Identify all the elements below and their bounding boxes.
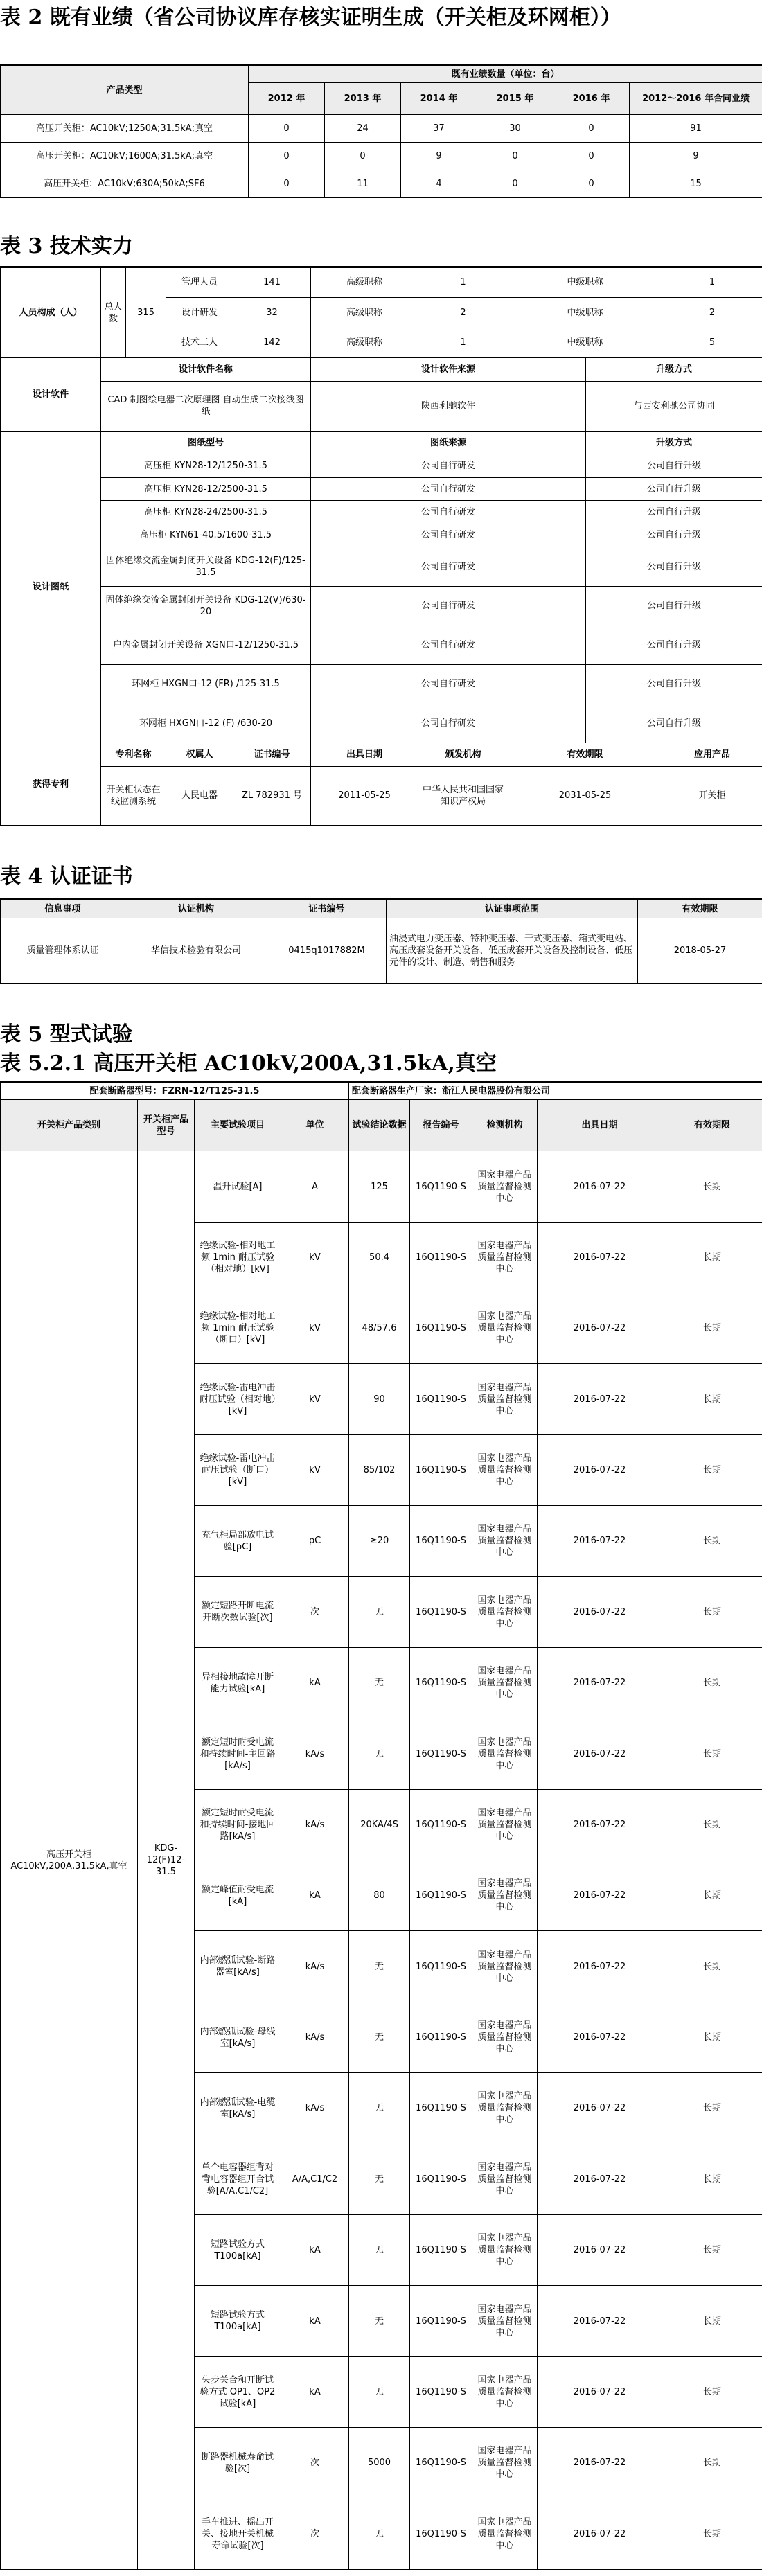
validity: 长期 (662, 1506, 762, 1576)
table2-year-header: 2013 年 (325, 83, 401, 115)
test-org: 国家电器产品质量监督检测中心 (472, 1860, 538, 1931)
table5-header: 报告编号 (410, 1100, 472, 1151)
report-number: 16Q1190-S (410, 1576, 472, 1647)
validity: 长期 (662, 2286, 762, 2356)
report-number: 16Q1190-S (410, 2286, 472, 2356)
drawing-source: 公司自行研发 (311, 454, 586, 477)
drawing-upgrade: 公司自行升级 (586, 625, 762, 665)
report-number: 16Q1190-S (410, 2144, 472, 2214)
issue-date: 2016-07-22 (538, 2214, 662, 2285)
staff-mid: 中级职称 (508, 328, 662, 358)
table4 (0, 898, 762, 984)
report-number: 16Q1190-S (410, 1222, 472, 1293)
validity: 长期 (662, 2144, 762, 2214)
drawing-source: 公司自行研发 (311, 665, 586, 704)
validity: 长期 (662, 1718, 762, 1789)
test-data: 无 (349, 1576, 410, 1647)
table4-header: 认证事项范围 (387, 899, 638, 918)
test-org: 国家电器产品质量监督检测中心 (472, 1718, 538, 1789)
test-org: 国家电器产品质量监督检测中心 (472, 1789, 538, 1860)
table2-cell: 0 (477, 170, 553, 198)
test-org: 国家电器产品质量监督检测中心 (472, 2356, 538, 2427)
table-row (1, 143, 762, 170)
test-org: 国家电器产品质量监督检测中心 (472, 2428, 538, 2498)
drawing-model: 环网柜 HXGN口-12 (F) /630-20 (101, 704, 311, 743)
table5-header: 单位 (281, 1100, 349, 1151)
drawing-model: 固体绝缘交流金属封闭开关设备 KDG-12(V)/630-20 (101, 586, 311, 625)
test-item: 内部燃弧试验-电缆室[kA/s] (195, 2073, 281, 2144)
table-row (1, 431, 762, 454)
drawing-model: 高压柜 KYN28-24/2500-31.5 (101, 501, 311, 524)
breaker-model: 配套断路器型号：FZRN-12/T125-31.5 (1, 1082, 349, 1100)
test-org: 国家电器产品质量监督检测中心 (472, 1151, 538, 1222)
test-unit: pC (281, 1506, 349, 1576)
test-unit: kV (281, 1222, 349, 1293)
table-row (1, 586, 762, 625)
test-data: 无 (349, 2498, 410, 2570)
test-unit: A/A,C1/C2 (281, 2144, 349, 2214)
test-unit: kA/s (281, 2002, 349, 2072)
table-row (1, 381, 762, 431)
test-data: 无 (349, 2002, 410, 2072)
table2-cell: 9 (630, 143, 762, 170)
staff-role: 技术工人 (166, 328, 233, 358)
drawing-source: 公司自行研发 (311, 501, 586, 524)
test-unit: A (281, 1151, 349, 1222)
test-org: 国家电器产品质量监督检测中心 (472, 1222, 538, 1293)
patent-product: 开关柜 (662, 766, 762, 825)
issue-date: 2016-07-22 (538, 1931, 662, 2002)
test-org: 国家电器产品质量监督检测中心 (472, 1506, 538, 1576)
validity: 长期 (662, 2214, 762, 2285)
table-row (1, 358, 762, 381)
patent-header: 证书编号 (233, 743, 311, 766)
drawing-upgrade: 公司自行升级 (586, 501, 762, 524)
test-unit: kA (281, 2356, 349, 2427)
drawings-label: 设计图纸 (1, 431, 101, 743)
test-data: 5000 (349, 2428, 410, 2498)
cert-number: 0415q1017882M (267, 918, 387, 984)
software-upgrade: 与西安利驰公司协同 (586, 381, 762, 431)
test-unit: kV (281, 1364, 349, 1434)
table2-year-header: 2015 年 (477, 83, 553, 115)
table-row (1, 454, 762, 477)
table-row (1, 1151, 762, 1222)
table2-cell: 0 (553, 143, 630, 170)
test-data: 48/57.6 (349, 1293, 410, 1364)
test-org: 国家电器产品质量监督检测中心 (472, 2214, 538, 2285)
staff-mid-count: 1 (662, 267, 762, 298)
cert-scope: 油浸式电力变压器、特种变压器、干式变压器、箱式变电站、高压成套设备开关设备、低压成套开关设备及控制设备、低压元件的设计、制造、销售和服务 (387, 918, 638, 984)
report-number: 16Q1190-S (410, 1860, 472, 1931)
validity: 长期 (662, 1293, 762, 1364)
drawing-upgrade: 公司自行升级 (586, 586, 762, 625)
staff-mid-count: 2 (662, 297, 762, 328)
table2-cell: 91 (630, 115, 762, 143)
patent-header: 有效期限 (508, 743, 662, 766)
table-row (1, 267, 762, 298)
patent-header: 颁发机构 (418, 743, 508, 766)
staff-senior-count: 1 (418, 267, 508, 298)
issue-date: 2016-07-22 (538, 2144, 662, 2214)
issue-date: 2016-07-22 (538, 1364, 662, 1434)
drawing-source: 公司自行研发 (311, 704, 586, 743)
staff-senior: 高级职称 (311, 328, 418, 358)
test-org: 国家电器产品质量监督检测中心 (472, 1434, 538, 1505)
test-data: 50.4 (349, 1222, 410, 1293)
test-item: 短路试验方式 T100a[kA] (195, 2286, 281, 2356)
drawing-model: 高压柜 KYN28-12/2500-31.5 (101, 477, 311, 500)
cert-item: 质量管理体系认证 (1, 918, 125, 984)
table2-cell: 0 (553, 170, 630, 198)
report-number: 16Q1190-S (410, 1364, 472, 1434)
table5-header: 检测机构 (472, 1100, 538, 1151)
drawing-upgrade: 公司自行升级 (586, 547, 762, 587)
test-org: 国家电器产品质量监督检测中心 (472, 2002, 538, 2072)
drawing-upgrade: 公司自行升级 (586, 665, 762, 704)
table5-header: 有效期限 (662, 1100, 762, 1151)
test-unit: kA (281, 1860, 349, 1931)
table2-product: 高压开关柜：AC10kV;1600A;31.5kA;真空 (1, 143, 249, 170)
issue-date: 2016-07-22 (538, 1434, 662, 1505)
staff-count: 32 (233, 297, 311, 328)
test-unit: kA/s (281, 1931, 349, 2002)
staff-mid: 中级职称 (508, 267, 662, 298)
test-unit: kV (281, 1434, 349, 1505)
table4-header: 信息事项 (1, 899, 125, 918)
issue-date: 2016-07-22 (538, 2073, 662, 2144)
drawing-upgrade: 公司自行升级 (586, 477, 762, 500)
table2-cell: 4 (401, 170, 477, 198)
table-row (1, 115, 762, 143)
table4-header: 有效期限 (638, 899, 762, 918)
staff-role: 设计研发 (166, 297, 233, 328)
drawing-source: 公司自行研发 (311, 477, 586, 500)
table2-title: 表 2 既有业绩（省公司协议库存核实证明生成（开关柜及环网柜）） (0, 6, 621, 30)
test-item: 额定短时耐受电流和持续时间-主回路[kA/s] (195, 1718, 281, 1789)
test-data: 125 (349, 1151, 410, 1222)
drawing-upgrade: 公司自行升级 (586, 454, 762, 477)
drawing-source: 公司自行研发 (311, 586, 586, 625)
patent-cert: ZL 782931 号 (233, 766, 311, 825)
validity: 长期 (662, 1151, 762, 1222)
table2-product: 高压开关柜：AC10kV;1250A;31.5kA;真空 (1, 115, 249, 143)
test-item: 内部燃弧试验-断路器室[kA/s] (195, 1931, 281, 2002)
drawing-upgrade: 公司自行升级 (586, 704, 762, 743)
drawing-model: 环网柜 HXGN口-12 (FR) /125-31.5 (101, 665, 311, 704)
table3 (0, 266, 762, 826)
test-data: ≥20 (349, 1506, 410, 1576)
issue-date: 2016-07-22 (538, 2428, 662, 2498)
table2-cell: 30 (477, 115, 553, 143)
drawing-model: 高压柜 KYN28-12/1250-31.5 (101, 454, 311, 477)
cert-validity: 2018-05-27 (638, 918, 762, 984)
test-org: 国家电器产品质量监督检测中心 (472, 1576, 538, 1647)
table4-title: 表 4 认证证书 (0, 864, 133, 889)
test-unit: 次 (281, 2498, 349, 2570)
software-name: CAD 制图绘电器二次原理图 自动生成二次接线图纸 (101, 381, 311, 431)
table2-col-group: 既有业绩数量（单位：台） (249, 65, 762, 83)
patent-date: 2011-05-25 (311, 766, 418, 825)
patent-header: 出具日期 (311, 743, 418, 766)
table2-year-header: 2016 年 (553, 83, 630, 115)
patent-header: 应用产品 (662, 743, 762, 766)
issue-date: 2016-07-22 (538, 1860, 662, 1931)
test-unit: 次 (281, 1576, 349, 1647)
breaker-maker: 配套断路器生产厂家：浙江人民电器股份有限公司 (349, 1082, 762, 1100)
table2-cell: 0 (249, 170, 325, 198)
test-unit: 次 (281, 2428, 349, 2498)
table-row (1, 170, 762, 198)
staff-count: 142 (233, 328, 311, 358)
report-number: 16Q1190-S (410, 2498, 472, 2570)
drawing-model: 户内金属封闭开关设备 XGN口-12/1250-31.5 (101, 625, 311, 665)
table5-title: 表 5 型式试验 (0, 1022, 133, 1047)
test-item: 短路试验方式 T100a[kA] (195, 2214, 281, 2285)
test-item: 绝缘试验-相对地工频 1min 耐压试验（相对地）[kV] (195, 1222, 281, 1293)
test-unit: kA/s (281, 1789, 349, 1860)
table2-cell: 0 (553, 115, 630, 143)
software-header: 设计软件来源 (311, 358, 586, 381)
validity: 长期 (662, 2073, 762, 2144)
test-data: 85/102 (349, 1434, 410, 1505)
report-number: 16Q1190-S (410, 2002, 472, 2072)
issue-date: 2016-07-22 (538, 1789, 662, 1860)
validity: 长期 (662, 1931, 762, 2002)
test-item: 手车推进、摇出开关、接地开关机械寿命试验[次] (195, 2498, 281, 2570)
drawing-source: 公司自行研发 (311, 547, 586, 587)
test-data: 无 (349, 2073, 410, 2144)
staff-senior-count: 1 (418, 328, 508, 358)
issue-date: 2016-07-22 (538, 2356, 662, 2427)
staff-senior-count: 2 (418, 297, 508, 328)
validity: 长期 (662, 1860, 762, 1931)
total-label: 总人数 (101, 267, 126, 358)
table-row (1, 766, 762, 825)
issue-date: 2016-07-22 (538, 1222, 662, 1293)
test-data: 无 (349, 2144, 410, 2214)
report-number: 16Q1190-S (410, 1789, 472, 1860)
issue-date: 2016-07-22 (538, 1718, 662, 1789)
test-data: 无 (349, 2286, 410, 2356)
table2-cell: 0 (249, 143, 325, 170)
test-unit: kA/s (281, 2073, 349, 2144)
table5-header: 出具日期 (538, 1100, 662, 1151)
test-item: 绝缘试验-雷电冲击耐压试验（断口）[kV] (195, 1434, 281, 1505)
table2-cell: 11 (325, 170, 401, 198)
test-item: 内部燃弧试验-母线室[kA/s] (195, 2002, 281, 2072)
patent-header: 权属人 (166, 743, 233, 766)
report-number: 16Q1190-S (410, 1931, 472, 2002)
issue-date: 2016-07-22 (538, 1647, 662, 1718)
table5-header: 开关柜产品类别 (1, 1100, 138, 1151)
staff-mid: 中级职称 (508, 297, 662, 328)
test-unit: kA (281, 2214, 349, 2285)
test-item: 异相接地故障开断能力试验[kA] (195, 1647, 281, 1718)
test-item: 断路器机械寿命试验[次] (195, 2428, 281, 2498)
table5-header: 开关柜产品型号 (138, 1100, 195, 1151)
table2-year-header: 2012～2016 年合同业绩 (630, 83, 762, 115)
patent-label: 获得专利 (1, 743, 101, 826)
drawing-source: 公司自行研发 (311, 524, 586, 547)
table2 (0, 64, 762, 198)
table2-year-header: 2012 年 (249, 83, 325, 115)
drawing-upgrade: 公司自行升级 (586, 524, 762, 547)
table-row (1, 625, 762, 665)
table2-col-product: 产品类型 (1, 65, 249, 115)
table-row (1, 918, 762, 984)
staff-count: 141 (233, 267, 311, 298)
test-data: 无 (349, 2214, 410, 2285)
report-number: 16Q1190-S (410, 2428, 472, 2498)
validity: 长期 (662, 2498, 762, 2570)
drawing-model: 固体绝缘交流金属封闭开关设备 KDG-12(F)/125-31.5 (101, 547, 311, 587)
test-org: 国家电器产品质量监督检测中心 (472, 1293, 538, 1364)
staff-role: 管理人员 (166, 267, 233, 298)
cert-org: 华信技术检验有限公司 (125, 918, 267, 984)
test-org: 国家电器产品质量监督检测中心 (472, 2144, 538, 2214)
issue-date: 2016-07-22 (538, 2498, 662, 2570)
staff-mid-count: 5 (662, 328, 762, 358)
patent-validity: 2031-05-25 (508, 766, 662, 825)
test-unit: kV (281, 1293, 349, 1364)
table5 (0, 1081, 762, 2570)
validity: 长期 (662, 1647, 762, 1718)
table-row (1, 743, 762, 766)
patent-owner: 人民电器 (166, 766, 233, 825)
test-org: 国家电器产品质量监督检测中心 (472, 1364, 538, 1434)
software-source: 陕西利驰软件 (311, 381, 586, 431)
test-data: 90 (349, 1364, 410, 1434)
test-org: 国家电器产品质量监督检测中心 (472, 1931, 538, 2002)
table2-cell: 0 (325, 143, 401, 170)
table3-title: 表 3 技术实力 (0, 234, 133, 258)
patent-name: 开关柜状态在线监测系统 (101, 766, 166, 825)
table4-header: 认证机构 (125, 899, 267, 918)
table-row (1, 501, 762, 524)
test-item: 额定短路开断电流开断次数试验[次] (195, 1576, 281, 1647)
staff-senior: 高级职称 (311, 297, 418, 328)
staff-senior: 高级职称 (311, 267, 418, 298)
table4-header: 证书编号 (267, 899, 387, 918)
test-unit: kA (281, 2286, 349, 2356)
test-item: 额定峰值耐受电流[kA] (195, 1860, 281, 1931)
software-label: 设计软件 (1, 358, 101, 432)
validity: 长期 (662, 1434, 762, 1505)
report-number: 16Q1190-S (410, 1647, 472, 1718)
table-row (1, 547, 762, 587)
test-org: 国家电器产品质量监督检测中心 (472, 2498, 538, 2570)
table2-year-header: 2014 年 (401, 83, 477, 115)
table2-product: 高压开关柜：AC10kV;630A;50kA;SF6 (1, 170, 249, 198)
test-data: 无 (349, 2356, 410, 2427)
validity: 长期 (662, 1576, 762, 1647)
validity: 长期 (662, 2356, 762, 2427)
report-number: 16Q1190-S (410, 1506, 472, 1576)
validity: 长期 (662, 1789, 762, 1860)
table5-header: 主要试验项目 (195, 1100, 281, 1151)
test-data: 无 (349, 1931, 410, 2002)
patent-header: 专利名称 (101, 743, 166, 766)
drawings-header: 图纸来源 (311, 431, 586, 454)
issue-date: 2016-07-22 (538, 1576, 662, 1647)
issue-date: 2016-07-22 (538, 1293, 662, 1364)
test-item: 绝缘试验-相对地工频 1min 耐压试验（断口）[kV] (195, 1293, 281, 1364)
test-data: 无 (349, 1718, 410, 1789)
table-row (1, 524, 762, 547)
drawings-header: 图纸型号 (101, 431, 311, 454)
drawings-header: 升级方式 (586, 431, 762, 454)
table2-cell: 15 (630, 170, 762, 198)
issue-date: 2016-07-22 (538, 1151, 662, 1222)
test-item: 额定短时耐受电流和持续时间-接地回路[kA/s] (195, 1789, 281, 1860)
test-item: 绝缘试验-雷电冲击耐压试验（相对地）[kV] (195, 1364, 281, 1434)
table2-cell: 37 (401, 115, 477, 143)
table2-cell: 0 (477, 143, 553, 170)
validity: 长期 (662, 2428, 762, 2498)
software-header: 升级方式 (586, 358, 762, 381)
product-category: 高压开关柜 AC10kV,200A,31.5kA,真空 (1, 1151, 138, 2570)
test-item: 充气柜局部放电试验[pC] (195, 1506, 281, 1576)
report-number: 16Q1190-S (410, 2214, 472, 2285)
table-row (1, 704, 762, 743)
test-item: 失步关合和开断试验方式 OP1、OP2 试验[kA] (195, 2356, 281, 2427)
total-staff: 315 (126, 267, 166, 358)
table5-header: 试验结论数据 (349, 1100, 410, 1151)
table-row (1, 665, 762, 704)
product-model: KDG-12(F)12-31.5 (138, 1151, 195, 2570)
table2-cell: 24 (325, 115, 401, 143)
test-org: 国家电器产品质量监督检测中心 (472, 2073, 538, 2144)
drawing-source: 公司自行研发 (311, 625, 586, 665)
issue-date: 2016-07-22 (538, 2002, 662, 2072)
report-number: 16Q1190-S (410, 1434, 472, 1505)
drawing-model: 高压柜 KYN61-40.5/1600-31.5 (101, 524, 311, 547)
test-unit: kA (281, 1647, 349, 1718)
validity: 长期 (662, 1222, 762, 1293)
test-data: 20KA/4S (349, 1789, 410, 1860)
table2-cell: 0 (249, 115, 325, 143)
test-data: 无 (349, 1647, 410, 1718)
test-unit: kA/s (281, 1718, 349, 1789)
test-item: 温升试验[A] (195, 1151, 281, 1222)
table2-cell: 9 (401, 143, 477, 170)
table5-subtitle: 表 5.2.1 高压开关柜 AC10kV,200A,31.5kA,真空 (0, 1051, 497, 1076)
report-number: 16Q1190-S (410, 2073, 472, 2144)
test-org: 国家电器产品质量监督检测中心 (472, 1647, 538, 1718)
issue-date: 2016-07-22 (538, 1506, 662, 1576)
report-number: 16Q1190-S (410, 1151, 472, 1222)
report-number: 16Q1190-S (410, 1718, 472, 1789)
issue-date: 2016-07-22 (538, 2286, 662, 2356)
test-item: 单个电容器组背对背电容器组开合试验[A/A,C1/C2] (195, 2144, 281, 2214)
validity: 长期 (662, 2002, 762, 2072)
test-org: 国家电器产品质量监督检测中心 (472, 2286, 538, 2356)
table-row (1, 477, 762, 500)
test-data: 80 (349, 1860, 410, 1931)
validity: 长期 (662, 1364, 762, 1434)
staff-label: 人员构成（人） (1, 267, 101, 358)
report-number: 16Q1190-S (410, 2356, 472, 2427)
report-number: 16Q1190-S (410, 1293, 472, 1364)
software-header: 设计软件名称 (101, 358, 311, 381)
patent-issuer: 中华人民共和国国家知识产权局 (418, 766, 508, 825)
